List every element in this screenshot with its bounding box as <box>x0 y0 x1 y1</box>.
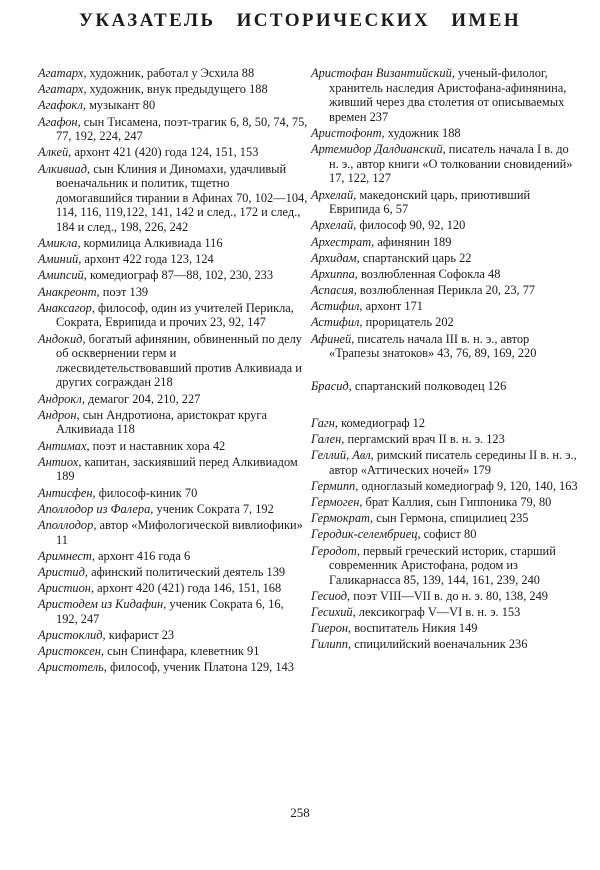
index-entry <box>38 268 308 283</box>
entry-name: Аристоксен <box>38 644 101 659</box>
entry-name: Алкей <box>38 145 69 160</box>
entry-name: Аристид <box>38 564 85 579</box>
entry-name: Афиней <box>311 331 352 346</box>
entry-name: Артемидор Далдианский <box>311 142 443 157</box>
index-entry <box>311 315 579 330</box>
entry-description: , возлюбленная Софокла 48 <box>354 266 501 281</box>
entry-description: , римский писатель середины II в. н. э., автор «Аттических ночей» 179 <box>329 447 577 477</box>
entry-name: Агафон <box>38 114 78 129</box>
index-entry <box>311 416 579 431</box>
entry-description: , архонт 416 года 6 <box>91 548 191 563</box>
entry-name: Гиерон <box>311 621 349 636</box>
entry-description: , писатель начала III в. н. э., автор «Трапезы знатоков» 43, 76, 89, 169, 220 <box>329 331 537 361</box>
entry-name: Антисфен <box>38 485 93 500</box>
index-entry <box>38 486 308 501</box>
entry-name: Гален <box>311 431 342 446</box>
entry-name: Архиппа <box>311 266 355 281</box>
entry-name: Гермоген <box>311 494 360 509</box>
entry-description: , спартанский царь 22 <box>356 250 472 265</box>
index-column-right <box>311 66 579 654</box>
letter-group-gap <box>311 362 579 379</box>
entry-description: , воспитатель Никия 149 <box>348 621 478 636</box>
entry-name: Архидам <box>311 250 357 265</box>
index-entry <box>38 597 308 626</box>
entry-name: Андрокл <box>38 391 82 406</box>
index-entry <box>38 518 308 547</box>
index-entry <box>38 565 308 580</box>
index-entry <box>311 299 579 314</box>
index-entry <box>38 392 308 407</box>
index-entry <box>38 82 308 97</box>
entry-name: Архестрат <box>311 234 372 249</box>
page-number: 258 <box>290 805 310 820</box>
entry-description: , ученый-филолог, хранитель наследия Аристофана-афинянина, живший через два столетия от описываемых времен 237 <box>329 66 567 124</box>
index-entry <box>311 188 579 217</box>
entry-description: , возлюбленная Перикла 20, 23, 77 <box>353 283 536 298</box>
entry-description: , комедиограф 12 <box>334 415 426 430</box>
index-entry <box>38 285 308 300</box>
index-entry <box>38 145 308 160</box>
entry-name: Агатарх <box>38 66 84 80</box>
index-entry <box>38 439 308 454</box>
entry-name: Гермипп <box>311 478 356 493</box>
index-entry <box>311 66 579 124</box>
entry-description: , комедиограф 87—88, 102, 230, 233 <box>83 268 274 283</box>
entry-description: , лексикограф V—VI в. н. э. 153 <box>352 605 521 620</box>
entry-name: Геллий, Авл <box>311 447 371 462</box>
entry-name: Агафокл <box>38 98 83 113</box>
entry-description: , поэт 139 <box>96 284 149 299</box>
entry-name: Аминий <box>38 252 79 267</box>
entry-name: Гилипп <box>311 637 348 652</box>
index-entry <box>38 301 308 330</box>
entry-description: , сын Гермона, спицилиец 235 <box>370 511 529 526</box>
index-entry <box>311 218 579 233</box>
entry-description: , македонский царь, приютивший Еврипида 6, 57 <box>329 187 531 217</box>
index-entry <box>311 126 579 141</box>
entry-name: Анаксагор <box>38 300 92 315</box>
entry-description: , музыкант 80 <box>82 98 156 113</box>
entry-description: , философ, один из учителей Перикла, Сократа, Еврипида и прочих 23, 92, 147 <box>56 300 294 330</box>
index-entry <box>38 66 308 81</box>
entry-name: Андрон <box>38 407 77 422</box>
index-entry <box>311 432 579 447</box>
entry-name: Андокид <box>38 331 83 346</box>
entry-name: Аристотель <box>38 660 104 675</box>
entry-name: Архелай <box>311 218 354 233</box>
entry-name: Гесихий <box>311 605 353 620</box>
index-entry <box>311 332 579 361</box>
index-entry <box>38 549 308 564</box>
entry-name: Гермократ <box>311 511 370 526</box>
index-entry <box>38 502 308 517</box>
index-entry <box>38 644 308 659</box>
index-entry <box>311 142 579 186</box>
entry-description: , архонт 171 <box>359 299 423 314</box>
entry-description: , первый греческий историк, старший современник Аристофана, родом из Галикарнасса 85, 139, 144, 161, 239, 240 <box>329 543 556 587</box>
index-entry <box>311 448 579 477</box>
entry-description: , художник 188 <box>381 125 461 140</box>
entry-description: , одноглазый комедиограф 9, 120, 140, 163 <box>355 478 578 493</box>
index-entry <box>38 408 308 437</box>
entry-description: , афинский политический деятель 139 <box>84 564 286 579</box>
entry-name: Астифил <box>311 315 360 330</box>
entry-description: , философ, ученик Платона 129, 143 <box>103 660 294 675</box>
entry-name: Брасид <box>311 379 349 394</box>
page-title: УКАЗАТЕЛЬ ИСТОРИЧЕСКИХ ИМЕН <box>78 10 522 31</box>
index-entry <box>311 495 579 510</box>
entry-description: , прорицатель 202 <box>359 315 454 330</box>
index-entry <box>311 479 579 494</box>
entry-description: , богатый афинянин, обвиненный по делу об осквернении герм и лжесвидетельствовавший против Алкивиада и других сограждан 218 <box>56 331 302 390</box>
entry-name: Антимах <box>38 438 87 453</box>
index-entry <box>38 236 308 251</box>
entry-description: , брат Каллия, сын Гиппоника 79, 80 <box>359 494 552 509</box>
entry-description: , писатель начала I в. до н. э., автор книги «О толковании сновидений» 17, 122, 127 <box>329 142 573 186</box>
entry-name: Аристоклид <box>38 628 103 643</box>
entry-name: Гагн <box>311 415 335 430</box>
entry-description: , архонт 422 года 123, 124 <box>78 252 214 267</box>
entry-name: Аристион <box>38 581 91 596</box>
entry-description: , ученик Сократа 6, 16, 192, 247 <box>56 597 284 626</box>
index-entry <box>311 605 579 620</box>
entry-name: Анакреонт <box>38 284 97 299</box>
entry-description: , капитан, заскиявший перед Алкивиадом 189 <box>56 454 298 484</box>
entry-description: , философ 90, 92, 120 <box>353 218 466 233</box>
entry-name: Аристофонт <box>311 125 382 140</box>
entry-description: , архонт 421 (420) года 124, 151, 153 <box>68 145 259 160</box>
index-entry <box>311 621 579 636</box>
entry-name: Амипсий <box>38 268 84 283</box>
index-entry <box>38 252 308 267</box>
entry-description: , софист 80 <box>417 527 477 542</box>
entry-description: , художник, работал у Эсхила 88 <box>83 66 255 80</box>
index-entry <box>38 332 308 390</box>
entry-description: , афинянин 189 <box>371 234 452 249</box>
index-entry <box>311 511 579 526</box>
index-entry <box>311 527 579 542</box>
entry-description: , демагог 204, 210, 227 <box>81 391 201 406</box>
entry-name: Антиох <box>38 454 79 469</box>
entry-description: , спартанский полководец 126 <box>348 379 507 394</box>
index-column-left <box>38 66 308 677</box>
entry-description: , поэт и наставник хора 42 <box>86 438 226 453</box>
entry-name: Геродот <box>311 543 357 558</box>
entry-description: , художник, внук предыдущего 188 <box>83 82 268 97</box>
entry-name: Аристофан Византийский <box>311 66 452 80</box>
entry-description: , кормилица Алкивиада 116 <box>77 236 223 251</box>
index-entry <box>38 628 308 643</box>
entry-description: , кифарист 23 <box>102 628 175 643</box>
entry-description: , сын Клиния и Диномахи, удачливый военачальник и политик, тщетно домогавшийся тирании в Афинах 70, 102—104, 114, 116, 119,122, 141, 142 и след., 172 и след., 184 и след., 198, 226, 242 <box>56 161 308 234</box>
index-entry <box>311 379 579 394</box>
index-entry <box>311 637 579 652</box>
index-entry <box>38 581 308 596</box>
entry-name: Архелай <box>311 187 354 202</box>
entry-name: Геродик-селембриец <box>311 527 418 542</box>
entry-description: , сын Андротиона, аристократ круга Алкивиада 118 <box>56 407 267 437</box>
entry-name: Алкивиад <box>38 161 87 176</box>
entry-name: Амикла <box>38 236 78 251</box>
index-entry <box>311 283 579 298</box>
entry-description: , философ-киник 70 <box>92 485 198 500</box>
index-entry <box>38 162 308 235</box>
index-entry <box>311 544 579 588</box>
entry-description: , архонт 420 (421) года 146, 151, 168 <box>90 581 282 596</box>
entry-name: Аспасия <box>311 283 354 298</box>
index-entry <box>38 455 308 484</box>
entry-name: Гесиод <box>311 588 348 603</box>
entry-description: , ученик Сократа 7, 192 <box>150 501 274 516</box>
entry-description: , пергамский врач II в. н. э. 123 <box>341 431 505 446</box>
index-entry <box>311 589 579 604</box>
entry-name: Аримнест <box>38 548 92 563</box>
entry-description: , сын Тисамена, поэт-трагик 6, 8, 50, 74, 75, 77, 192, 224, 247 <box>56 114 308 144</box>
entry-description: , спицилийский военачальник 236 <box>348 637 528 652</box>
index-entry <box>311 251 579 266</box>
index-entry <box>38 115 308 144</box>
entry-description: , сын Спинфара, клеветник 91 <box>100 644 260 659</box>
index-entry <box>38 98 308 113</box>
entry-description: , автор «Мифологической вивлиофики» 11 <box>56 517 303 547</box>
entry-name: Астифил <box>311 299 360 314</box>
entry-name: Аполлодор <box>38 517 94 532</box>
entry-name: Аристодем из Кидафин <box>38 597 164 612</box>
entry-name: Аполлодор из Фалера <box>38 501 151 516</box>
entry-description: , поэт VIII—VII в. до н. э. 80, 138, 249 <box>347 588 548 603</box>
index-entry <box>311 267 579 282</box>
index-entry <box>311 235 579 250</box>
letter-group-gap <box>311 396 579 416</box>
entry-name: Агатарх <box>38 82 84 97</box>
index-entry <box>38 660 308 675</box>
